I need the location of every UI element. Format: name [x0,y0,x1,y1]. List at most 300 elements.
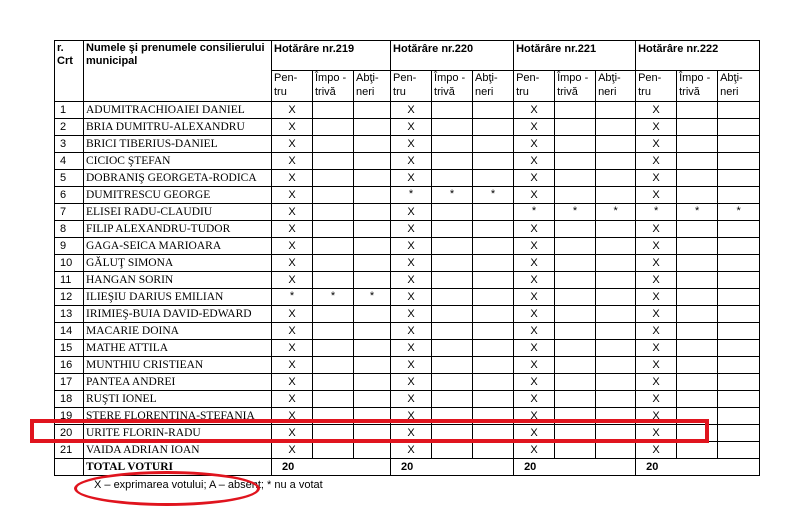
vote-cell: X [636,136,677,153]
vote-cell [555,374,596,391]
vote-cell: X [272,408,313,425]
vote-cell [473,357,514,374]
vote-cell: X [636,306,677,323]
vote-cell [432,340,473,357]
vote-cell: X [636,425,677,442]
vote-cell [677,289,718,306]
vote-cell [432,272,473,289]
vote-cell [432,289,473,306]
vote-cell: X [391,357,432,374]
vote-cell [354,323,391,340]
vote-cell [718,221,760,238]
vote-cell [596,119,636,136]
vote-cell [555,442,596,459]
vote-cell: X [391,102,432,119]
vote-cell [718,102,760,119]
vote-cell: X [272,425,313,442]
vote-cell [555,238,596,255]
vote-cell [354,391,391,408]
vote-cell [555,119,596,136]
vote-cell: X [391,323,432,340]
table-row [55,425,760,442]
vote-cell [473,255,514,272]
vote-cell [432,153,473,170]
vote-cell [596,238,636,255]
vote-cell: X [514,170,555,187]
row-number: 9 [55,238,84,255]
vote-cell [555,323,596,340]
vote-cell [596,136,636,153]
table-row [55,170,760,187]
vote-cell [677,391,718,408]
vote-cell [354,238,391,255]
vote-cell: X [514,323,555,340]
councillor-name: ILIEŞIU DARIUS EMILIAN [84,289,272,306]
vote-cell: X [391,204,432,221]
vote-cell [473,306,514,323]
vote-cell [313,357,354,374]
vote-cell: X [391,374,432,391]
total-votes-value: 20 [272,459,391,476]
councillor-name: PANTEA ANDREI [84,374,272,391]
vote-cell [677,425,718,442]
vote-cell [313,323,354,340]
subheader-impotriva: Împo -trivă [313,71,354,102]
vote-cell: * [313,289,354,306]
column-header-name: Numele şi prenumele consilierului municipal [84,41,272,102]
vote-cell [718,323,760,340]
vote-cell: * [354,289,391,306]
vote-cell [313,272,354,289]
vote-cell: * [555,204,596,221]
row-number: 10 [55,255,84,272]
vote-cell [718,238,760,255]
total-votes-value: 20 [391,459,514,476]
vote-cell [313,340,354,357]
vote-cell [473,289,514,306]
vote-cell [313,136,354,153]
vote-cell: X [391,238,432,255]
row-number: 13 [55,306,84,323]
vote-cell: X [514,119,555,136]
vote-cell [354,306,391,323]
vote-cell [718,391,760,408]
vote-cell [313,408,354,425]
vote-cell [354,357,391,374]
vote-cell [555,102,596,119]
vote-cell [432,204,473,221]
vote-cell [677,442,718,459]
table-row [55,272,760,289]
vote-cell: X [272,357,313,374]
table-row [55,187,760,204]
vote-cell [473,170,514,187]
vote-cell [677,323,718,340]
vote-cell [555,408,596,425]
vote-cell [432,221,473,238]
table-row [55,255,760,272]
vote-cell [596,408,636,425]
vote-cell [313,187,354,204]
vote-cell [432,357,473,374]
vote-cell [555,221,596,238]
vote-cell: X [272,323,313,340]
vote-cell [313,170,354,187]
row-number: 12 [55,289,84,306]
vote-cell [432,119,473,136]
vote-cell [313,238,354,255]
table-row [55,136,760,153]
vote-cell [718,306,760,323]
table-row [55,340,760,357]
vote-cell [354,255,391,272]
vote-cell: * [677,204,718,221]
row-number: 15 [55,340,84,357]
councillor-name: GĂLUŢ SIMONA [84,255,272,272]
row-number: 7 [55,204,84,221]
vote-cell: X [391,255,432,272]
vote-cell: X [636,102,677,119]
vote-cell [354,272,391,289]
vote-cell [718,357,760,374]
vote-cell: X [272,340,313,357]
row-number: 3 [55,136,84,153]
councillor-name: HANGAN SORIN [84,272,272,289]
vote-cell: X [272,238,313,255]
vote-cell: X [514,425,555,442]
vote-cell [677,102,718,119]
vote-cell [473,323,514,340]
vote-cell: X [514,238,555,255]
vote-cell [473,442,514,459]
vote-cell [432,238,473,255]
table-row [55,289,760,306]
vote-cell [596,306,636,323]
row-number: 4 [55,153,84,170]
vote-cell [432,306,473,323]
vote-cell [555,306,596,323]
vote-cell: X [272,136,313,153]
vote-cell: X [514,442,555,459]
vote-cell [555,153,596,170]
vote-cell: X [514,306,555,323]
table-row [55,221,760,238]
row-number: 1 [55,102,84,119]
vote-cell [596,187,636,204]
vote-cell: * [473,187,514,204]
vote-cell: X [514,136,555,153]
vote-cell: X [391,442,432,459]
subheader-abtineri: Abţi- neri [718,71,760,102]
vote-cell: X [272,221,313,238]
vote-cell: X [514,391,555,408]
vote-cell: X [272,204,313,221]
row-number: 21 [55,442,84,459]
vote-cell [313,306,354,323]
vote-cell [596,323,636,340]
subheader-pentru: Pen- tru [391,71,432,102]
total-votes-value: 20 [514,459,636,476]
subheader-pentru: Pen- tru [636,71,677,102]
row-number: 6 [55,187,84,204]
vote-cell [354,136,391,153]
vote-cell [677,119,718,136]
vote-cell: X [391,153,432,170]
vote-cell [354,425,391,442]
vote-cell: X [636,357,677,374]
vote-cell: X [272,374,313,391]
vote-cell [677,170,718,187]
vote-cell [677,408,718,425]
vote-cell: X [272,306,313,323]
vote-cell: * [718,204,760,221]
vote-cell [718,340,760,357]
total-row [55,459,760,476]
subheader-impotriva: Împo -trivă [555,71,596,102]
vote-cell [354,119,391,136]
councillor-name: BRICI TIBERIUS-DANIEL [84,136,272,153]
table-row [55,238,760,255]
vote-cell: * [391,187,432,204]
vote-cell [677,306,718,323]
vote-cell: X [636,289,677,306]
councillor-name: MATHE ATTILA [84,340,272,357]
vote-cell: X [272,255,313,272]
vote-cell [473,221,514,238]
vote-cell: X [514,374,555,391]
vote-cell: X [272,119,313,136]
vote-cell: X [514,187,555,204]
vote-cell [596,221,636,238]
vote-cell: X [636,238,677,255]
vote-cell: X [391,119,432,136]
councillor-name: CICIOC ŞTEFAN [84,153,272,170]
vote-cell: X [636,442,677,459]
vote-cell [677,255,718,272]
vote-cell: X [636,391,677,408]
vote-cell: X [514,153,555,170]
vote-cell: X [391,408,432,425]
vote-cell [354,408,391,425]
vote-cell [555,170,596,187]
councillor-name: ADUMITRACHIOAIEI DANIEL [84,102,272,119]
vote-cell [432,391,473,408]
table-row [55,391,760,408]
vote-cell [313,425,354,442]
vote-cell [718,153,760,170]
table-row [55,153,760,170]
table-row [55,408,760,425]
vote-cell [718,170,760,187]
vote-cell: X [272,272,313,289]
vote-cell: X [514,340,555,357]
vote-cell [313,204,354,221]
decision-header-221: Hotărâre nr.221 [514,41,636,71]
vote-cell [718,255,760,272]
vote-cell [432,442,473,459]
subheader-pentru: Pen- tru [514,71,555,102]
vote-cell [677,238,718,255]
vote-cell: X [391,425,432,442]
councillor-name: RUŞTI IONEL [84,391,272,408]
councillor-name: URITE FLORIN-RADU [84,425,272,442]
vote-cell [555,255,596,272]
vote-cell: X [636,153,677,170]
councillor-name: MUNTHIU CRISTIEAN [84,357,272,374]
legend: X – exprimarea votului; A – absent; * nu a votat [94,479,323,491]
vote-cell [718,119,760,136]
vote-cell: X [272,391,313,408]
vote-cell [354,102,391,119]
vote-cell [555,340,596,357]
vote-cell: X [391,289,432,306]
vote-cell [354,340,391,357]
vote-cell [596,357,636,374]
vote-cell: X [391,170,432,187]
councillor-name: MACARIE DOINA [84,323,272,340]
vote-cell [313,374,354,391]
table-row [55,374,760,391]
vote-cell [677,187,718,204]
vote-cell: X [636,374,677,391]
vote-cell: X [514,289,555,306]
vote-cell [596,374,636,391]
table-row [55,204,760,221]
row-number: 2 [55,119,84,136]
vote-cell [313,221,354,238]
vote-cell: X [636,323,677,340]
vote-cell [596,170,636,187]
total-label: TOTAL VOTURI [84,459,272,476]
councillor-name: GAGA-SEICA MARIOARA [84,238,272,255]
councillor-name: FILIP ALEXANDRU-TUDOR [84,221,272,238]
vote-cell [596,442,636,459]
total-empty-cell [55,459,84,476]
vote-cell [596,289,636,306]
vote-cell [596,391,636,408]
vote-cell [677,136,718,153]
row-number: 8 [55,221,84,238]
councillor-name: STERE FLORENTINA-ŞTEFANIA [84,408,272,425]
vote-cell [313,442,354,459]
row-number: 20 [55,425,84,442]
row-number: 19 [55,408,84,425]
vote-cell: X [514,357,555,374]
row-number: 16 [55,357,84,374]
vote-cell [354,221,391,238]
vote-cell [677,374,718,391]
row-number: 14 [55,323,84,340]
vote-cell [596,340,636,357]
vote-cell [432,374,473,391]
vote-cell: X [391,136,432,153]
vote-cell [677,357,718,374]
vote-cell [432,408,473,425]
vote-cell [555,425,596,442]
vote-cell [473,119,514,136]
row-number: 11 [55,272,84,289]
vote-table [54,40,760,476]
vote-cell: X [272,170,313,187]
vote-cell: X [514,255,555,272]
vote-cell [596,272,636,289]
vote-cell [473,272,514,289]
row-number: 17 [55,374,84,391]
councillor-name: ELISEI RADU-CLAUDIU [84,204,272,221]
vote-cell: * [596,204,636,221]
vote-cell [473,102,514,119]
vote-cell: X [636,187,677,204]
vote-cell [596,255,636,272]
vote-cell [432,255,473,272]
vote-cell [473,204,514,221]
subheader-pentru: Pen- tru [272,71,313,102]
vote-cell [473,238,514,255]
vote-cell [313,391,354,408]
table-row [55,119,760,136]
vote-cell: X [514,102,555,119]
vote-cell [677,272,718,289]
vote-cell: X [636,170,677,187]
vote-cell [555,272,596,289]
vote-cell [432,323,473,340]
vote-cell [354,442,391,459]
vote-cell [313,102,354,119]
header-row [55,41,760,71]
row-number: 18 [55,391,84,408]
vote-cell [596,425,636,442]
vote-cell [555,391,596,408]
vote-cell [473,136,514,153]
vote-cell [555,289,596,306]
table-row [55,442,760,459]
vote-cell [313,119,354,136]
vote-cell [555,136,596,153]
vote-cell: X [636,119,677,136]
vote-cell [354,153,391,170]
vote-cell: X [391,391,432,408]
vote-cell [432,136,473,153]
vote-cell [432,102,473,119]
row-number: 5 [55,170,84,187]
subheader-impotriva: Împo -trivă [677,71,718,102]
vote-cell [555,187,596,204]
vote-cell: X [636,255,677,272]
vote-cell [354,374,391,391]
vote-cell [718,272,760,289]
total-votes-value: 20 [636,459,760,476]
vote-cell [473,408,514,425]
vote-cell [313,153,354,170]
table-row [55,323,760,340]
vote-cell [718,425,760,442]
councillor-name: BRIA DUMITRU-ALEXANDRU [84,119,272,136]
vote-cell: X [391,306,432,323]
table-row [55,102,760,119]
subheader-impotriva: Împo -trivă [432,71,473,102]
subheader-abtineri: Abţi- neri [354,71,391,102]
vote-cell [677,153,718,170]
vote-cell [432,170,473,187]
subheader-abtineri: Abţi- neri [473,71,514,102]
councillor-name: IRIMIEŞ-BUIA DAVID-EDWARD [84,306,272,323]
vote-cell [718,408,760,425]
vote-cell [718,187,760,204]
vote-cell [677,221,718,238]
column-header-nr: r. Crt [55,41,84,102]
vote-cell: X [391,272,432,289]
vote-cell: X [636,272,677,289]
